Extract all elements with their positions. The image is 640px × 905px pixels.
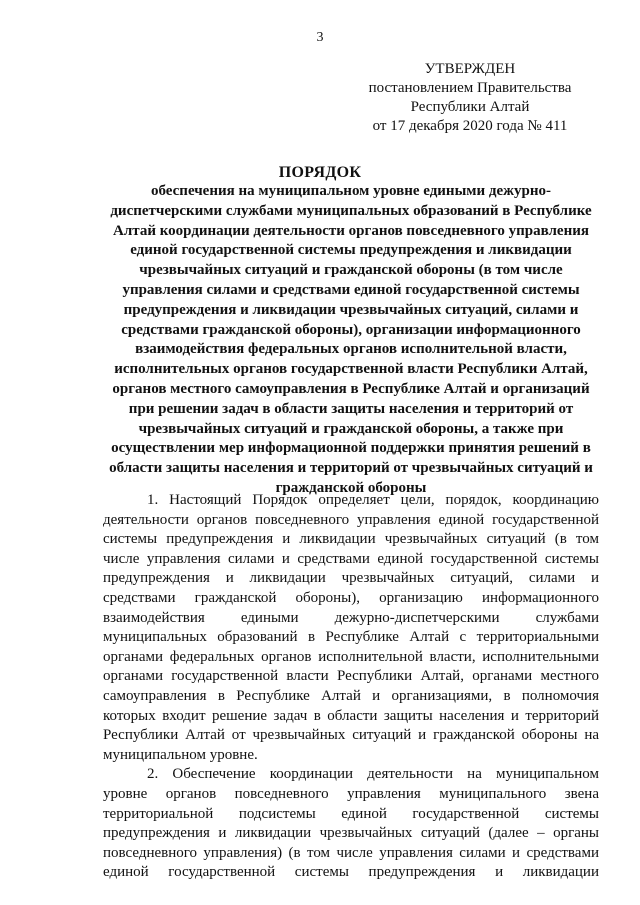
paragraph-2-line: территориальной подсистемы единой государственной системы — [103, 805, 599, 822]
page-number: 3 — [316, 30, 324, 45]
subtitle-line: диспетчерскими службами муниципальных образований в Республике — [110, 202, 592, 219]
subtitle-line: органов местного самоуправления в Республике Алтай и организаций — [112, 380, 590, 397]
paragraph-2-line: 2. Обеспечение координации деятельности на муниципальном — [147, 766, 599, 783]
paragraph-1-line: самоуправления в Республике Алтай и организациями, в полномочия — [103, 687, 599, 704]
subtitle-line: единой государственной системы предупреждения и ликвидации — [130, 242, 572, 259]
subtitle-line: управления силами и средствами единой государственной системы — [122, 281, 580, 298]
subtitle-line: взаимодействия федеральных органов исполнительной власти, — [135, 341, 567, 358]
paragraph-1-line: 1. Настоящий Порядок определяет цели, порядок, координацию — [147, 492, 599, 508]
approval-republic: Республики Алтай — [410, 99, 530, 115]
document-body — [103, 491, 599, 883]
approval-issuer: постановлением Правительства — [368, 80, 572, 96]
paragraph-1-line: которых входит решение задач в области защиты населения и территорий — [103, 707, 599, 724]
subtitle-line: гражданской обороны — [275, 479, 427, 496]
document-subtitle — [103, 182, 599, 499]
paragraph-1-line: муниципальных образований в Республике Алтай с территориальными — [103, 629, 599, 646]
paragraph-1-line: средствами гражданской обороны), организацию информационного — [103, 589, 599, 606]
paragraph-2-line: единой государственной системы предупреждения и ликвидации — [103, 864, 599, 881]
paragraph-1-line: муниципальном уровне. — [103, 746, 258, 763]
subtitle-line: чрезвычайных ситуаций и гражданской обороны, а также при — [138, 420, 564, 437]
paragraph-1-line: системы предупреждения и ликвидации чрезвычайных ситуаций (в том — [103, 531, 599, 548]
subtitle-line: осуществлении мер информационной поддержки принятия решений в — [111, 440, 591, 457]
approval-heading: УТВЕРЖДЕН — [424, 61, 516, 77]
paragraph-2-line: уровне органов повседневного управления муниципального звена — [103, 785, 599, 802]
paragraph-1-line: органами федеральных органов исполнительной власти, исполнительными — [103, 648, 599, 665]
paragraph-2-line: повседневного управления) (в том числе управления силами и средствами — [103, 844, 599, 861]
subtitle-line: Алтай координации деятельности органов повседневного управления — [113, 222, 589, 239]
paragraph-1-line: предупреждения и ликвидации чрезвычайных ситуаций, силами и — [103, 570, 599, 587]
paragraph-1-line: числе управления силами и средствами единой государственной системы — [103, 550, 599, 567]
subtitle-line: предупреждения и ликвидации чрезвычайных ситуаций, силами и — [123, 301, 579, 318]
paragraph-2-line: предупреждения и ликвидации чрезвычайных ситуаций (далее – органы — [103, 825, 599, 842]
subtitle-line: чрезвычайных ситуаций и гражданской обороны (в том числе — [139, 262, 563, 279]
approval-date-number: от 17 декабря 2020 года № 411 — [372, 118, 568, 134]
approval-stamp — [360, 60, 580, 136]
paragraph-1-line: деятельности органов повседневного управления единой государственной — [103, 511, 599, 528]
subtitle-line: обеспечения на муниципальном уровне едиными дежурно- — [151, 183, 551, 199]
subtitle-line: при решении задач в области защиты населения и территорий от — [128, 400, 574, 417]
document-title: ПОРЯДОК — [278, 164, 362, 181]
paragraph-1-line: Республики Алтай от чрезвычайных ситуаций и гражданской обороны на — [103, 727, 599, 744]
subtitle-line: средствами гражданской обороны), организации информационного — [121, 321, 581, 338]
subtitle-line: области защиты населения и территорий от чрезвычайных ситуаций и — [109, 460, 593, 477]
paragraph-1-line: органами государственной власти Республики Алтай, органами местного — [103, 668, 599, 685]
subtitle-line: исполнительных органов государственной власти Республики Алтай, — [114, 361, 588, 378]
paragraph-1-line: взаимодействия едиными дежурно-диспетчерскими службами — [103, 609, 599, 626]
